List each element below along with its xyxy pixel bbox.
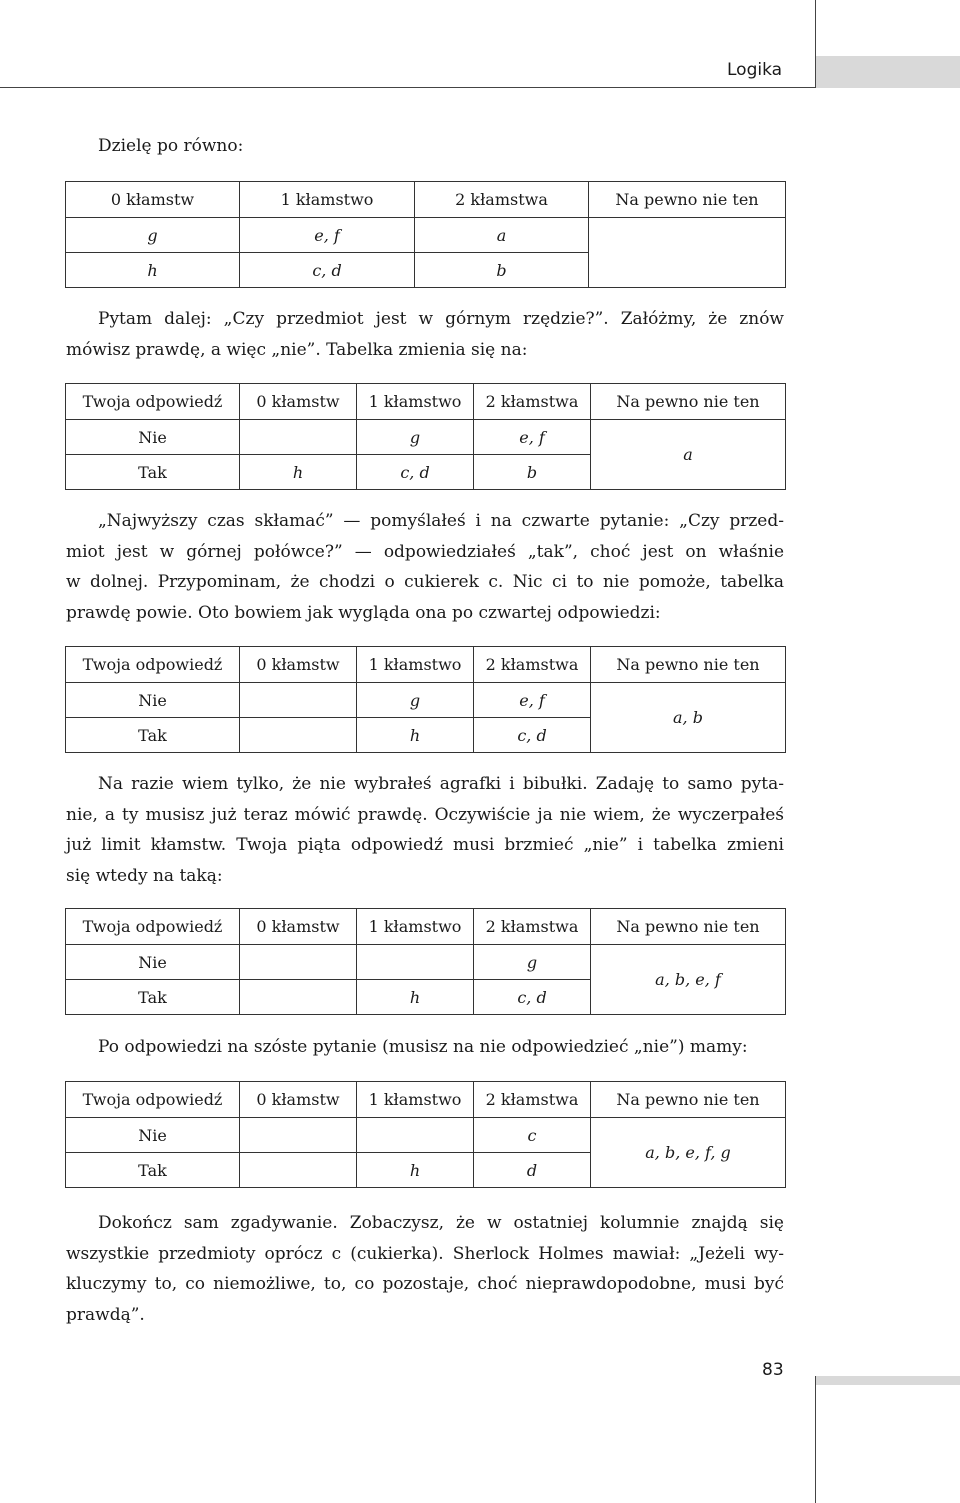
- paragraph-line: Po odpowiedzi na szóste pytanie (musisz na nie odpowiedzieć „nie”) mamy:: [98, 1037, 748, 1057]
- column-header: Twoja odpowiedź: [66, 909, 240, 945]
- paragraph-line: prawdą”.: [66, 1304, 145, 1325]
- paragraph-4: [66, 769, 784, 891]
- table-cell: [240, 420, 357, 455]
- table-cell: [240, 1153, 357, 1188]
- table-cell: e, f: [474, 683, 591, 718]
- table-header-row: [66, 647, 786, 683]
- column-header: Na pewno nie ten: [591, 1082, 786, 1118]
- table-cell: g: [357, 420, 474, 455]
- paragraph-line: się wtedy na taką:: [66, 865, 223, 886]
- table-5: [65, 1081, 786, 1188]
- table-cell: [357, 945, 474, 980]
- paragraph-line: Dokończ sam zgadywanie. Zobaczysz, że w ostatniej kolumnie znajdą się: [98, 1213, 784, 1233]
- row-label: Nie: [66, 1118, 240, 1153]
- table-cell: g: [474, 945, 591, 980]
- column-header: Twoja odpowiedź: [66, 384, 240, 420]
- row-label: Tak: [66, 1153, 240, 1188]
- paragraph-line: w dolnej. Przypominam, że chodzi o cukierek c. Nic ci to nie pomoże, tabelka: [66, 572, 784, 592]
- table-cell: c, d: [474, 718, 591, 753]
- table-cell: a, b: [591, 683, 786, 753]
- table-cell: h: [66, 253, 240, 288]
- column-header: 0 kłamstw: [240, 647, 357, 683]
- paragraph-line: „Najwyższy czas skłamać” — pomyślałeś i na czwarte pytanie: „Czy przed-: [98, 511, 784, 531]
- column-header: Na pewno nie ten: [591, 647, 786, 683]
- table-cell: [357, 1118, 474, 1153]
- paragraph-line: Na razie wiem tylko, że nie wybrałeś agrafki i bibułki. Zadaję to samo pyta-: [98, 774, 784, 794]
- table-4: [65, 908, 786, 1015]
- column-header: 1 kłamstwo: [357, 1082, 474, 1118]
- table-header-row: [66, 182, 786, 218]
- table-cell: d: [474, 1153, 591, 1188]
- column-header: 2 kłamstwa: [474, 647, 591, 683]
- column-header: 1 kłamstwo: [240, 182, 415, 218]
- column-header: 2 kłamstwa: [474, 384, 591, 420]
- table-cell: [240, 945, 357, 980]
- row-label: Nie: [66, 683, 240, 718]
- table-3: [65, 646, 786, 753]
- table-cell: h: [357, 1153, 474, 1188]
- table-row: [66, 218, 786, 253]
- table-1: [65, 181, 786, 288]
- table-cell: [240, 1118, 357, 1153]
- paragraph-6: [66, 1208, 784, 1330]
- table-row: [66, 420, 786, 455]
- column-header: 0 kłamstw: [240, 384, 357, 420]
- row-label: Tak: [66, 455, 240, 490]
- column-header: Na pewno nie ten: [591, 384, 786, 420]
- table-cell: [240, 980, 357, 1015]
- table-row: [66, 683, 786, 718]
- table-cell: h: [357, 980, 474, 1015]
- page-number: 83: [762, 1360, 784, 1380]
- table-cell: c, d: [240, 253, 415, 288]
- table-cell: b: [415, 253, 589, 288]
- table-cell: g: [357, 683, 474, 718]
- column-header: Na pewno nie ten: [589, 182, 786, 218]
- paragraph-5: [66, 1032, 784, 1063]
- table-row: [66, 1118, 786, 1153]
- column-header: Twoja odpowiedź: [66, 1082, 240, 1118]
- table-cell: [240, 718, 357, 753]
- paragraph-line: nie, a ty musisz już teraz mówić prawdę. Oczywiście ja nie wiem, że wyczerpałeś: [66, 804, 784, 825]
- column-header: 1 kłamstwo: [357, 384, 474, 420]
- row-label: Tak: [66, 980, 240, 1015]
- column-header: 0 kłamstw: [240, 909, 357, 945]
- table-cell: a, b, e, f: [591, 945, 786, 1015]
- paragraph-line: miot jest w górnej połówce?” — odpowiedziałeś „tak”, choć jest on właśnie: [66, 541, 784, 562]
- row-label: Nie: [66, 420, 240, 455]
- table-cell: e, f: [240, 218, 415, 253]
- table-row: [66, 945, 786, 980]
- column-header: 0 kłamstw: [240, 1082, 357, 1118]
- table-cell: a, b, e, f, g: [591, 1118, 786, 1188]
- table-cell: c, d: [357, 455, 474, 490]
- column-header: Na pewno nie ten: [591, 909, 786, 945]
- table-cell: e, f: [474, 420, 591, 455]
- table-cell: h: [240, 455, 357, 490]
- paragraph-2: [66, 304, 784, 365]
- table-cell: b: [474, 455, 591, 490]
- paragraph-line: prawdę powie. Oto bowiem jak wygląda ona po czwartej odpowiedzi:: [66, 602, 661, 623]
- paragraph-line: kluczymy to, co niemożliwe, to, co pozostaje, choć nieprawdopodobne, musi być: [66, 1274, 784, 1294]
- paragraph-line: wszystkie przedmioty oprócz c (cukierka). Sherlock Holmes mawiał: „Jeżeli wy-: [66, 1243, 784, 1264]
- footer-divider: [815, 1376, 816, 1503]
- footer-tab: [816, 1376, 960, 1385]
- column-header: Twoja odpowiedź: [66, 647, 240, 683]
- table-cell: [240, 683, 357, 718]
- column-header: 2 kłamstwa: [474, 1082, 591, 1118]
- row-label: Tak: [66, 718, 240, 753]
- table-header-row: [66, 909, 786, 945]
- header-tab: [816, 56, 960, 88]
- paragraph-3: [66, 506, 784, 628]
- table-header-row: [66, 1082, 786, 1118]
- row-label: Nie: [66, 945, 240, 980]
- table-header-row: [66, 384, 786, 420]
- table-cell: c: [474, 1118, 591, 1153]
- header-divider: [815, 0, 816, 88]
- paragraph-line: Dzielę po równo:: [98, 136, 244, 156]
- paragraph-line: Pytam dalej: „Czy przedmiot jest w górnym rzędzie?”. Załóżmy, że znów: [98, 309, 784, 329]
- table-cell: [589, 218, 786, 288]
- column-header: 0 kłamstw: [66, 182, 240, 218]
- column-header: 2 kłamstwa: [474, 909, 591, 945]
- paragraph-line: już limit kłamstw. Twoja piąta odpowiedź musi brzmieć „nie” i tabelka zmieni: [66, 835, 784, 855]
- column-header: 1 kłamstwo: [357, 647, 474, 683]
- column-header: 2 kłamstwa: [415, 182, 589, 218]
- running-header: Logika: [727, 60, 783, 80]
- table-2: [65, 383, 786, 490]
- table-cell: a: [415, 218, 589, 253]
- table-cell: c, d: [474, 980, 591, 1015]
- column-header: 1 kłamstwo: [357, 909, 474, 945]
- table-cell: g: [66, 218, 240, 253]
- header-rule: [0, 87, 816, 88]
- table-cell: a: [591, 420, 786, 490]
- table-cell: h: [357, 718, 474, 753]
- paragraph-1: [66, 131, 784, 162]
- paragraph-line: mówisz prawdę, a więc „nie”. Tabelka zmienia się na:: [66, 339, 528, 360]
